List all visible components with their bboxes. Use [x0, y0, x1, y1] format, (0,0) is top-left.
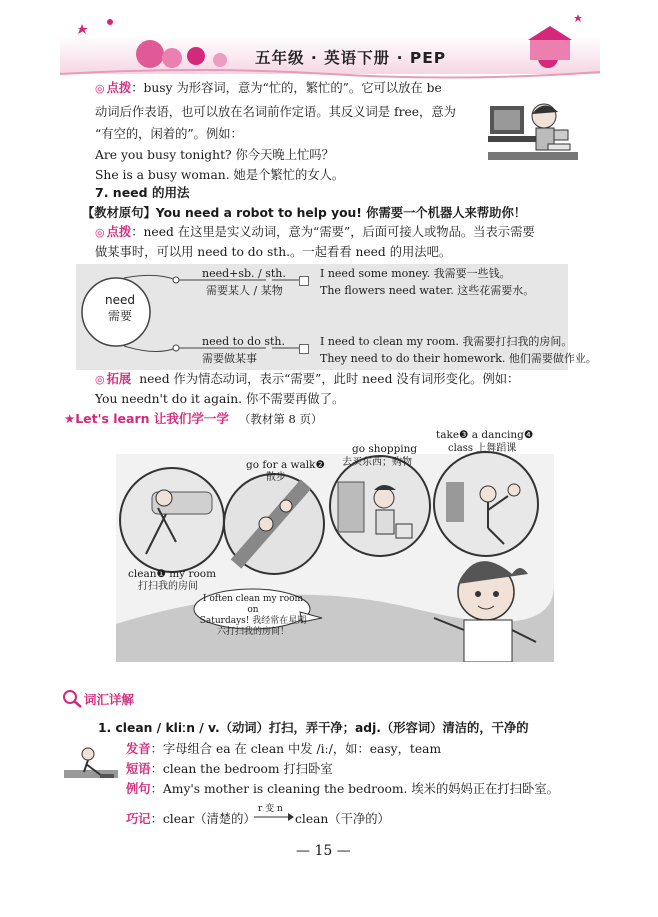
- scene-label-dance-en: take❸ a dancing❹: [436, 429, 534, 441]
- memory-label: 巧记: [126, 812, 151, 826]
- branch2-example-1: I need to clean my room. 我需要打扫我的房间。: [320, 335, 573, 348]
- pron-line: [126, 740, 441, 758]
- scene-label-clean-zh: 打扫我的房间: [138, 581, 198, 592]
- memory-text1: ：clear（清楚的）: [150, 812, 256, 826]
- branch1-example-2: The flowers need water. 这些花需要水。: [320, 284, 535, 297]
- phrase-text: ：clean the bedroom 打扫卧室: [150, 762, 333, 776]
- extend-line1: [95, 370, 519, 389]
- bubble-line1: I often clean my room on: [202, 594, 304, 615]
- tip-bullet-icon: ◎: [95, 226, 105, 239]
- branch2-box-icon: [299, 344, 309, 354]
- busy-girl-illustration: [486, 92, 582, 172]
- busy-tip-line3: “有空的，闲着的”。例如：: [95, 127, 243, 141]
- branch2-en: need to do sth.: [202, 335, 285, 348]
- page-number: — 15 —: [296, 843, 351, 859]
- pron-label: 发音: [126, 742, 151, 756]
- tip-bullet-icon: ◎: [95, 82, 105, 95]
- lets-learn-scene: [116, 424, 554, 662]
- vocab-heading: [84, 691, 134, 709]
- bubble-line3: 六打扫我的房间！: [216, 627, 289, 637]
- phrase-label: 短语: [126, 762, 151, 776]
- scene-label-walk-en: go for a walk❷: [246, 459, 325, 471]
- busy-example-2: She is a busy woman. 她是个繁忙的女人。: [95, 168, 345, 182]
- pron-text: ：字母组合 ea 在 clean 中发 /iː/，如：easy，team: [150, 742, 442, 756]
- example-text: ：Amy's mother is cleaning the bedroom. 埃米的妈妈正在打扫卧室。: [150, 782, 559, 796]
- phrase-line: [126, 760, 333, 778]
- tip-label: 点拨: [106, 225, 132, 239]
- extend-label: 拓展: [106, 372, 132, 386]
- need-tip-line2: 做某事时，可以用 need to do sth.。一起看看 need 的用法吧。: [95, 245, 452, 259]
- magnifier-icon: [62, 689, 84, 709]
- vocab-entry-clean: 1. clean / kliːn / v.（动词）打扫，弄干净；adj.（形容词）清洁的，干净的: [98, 721, 529, 735]
- branch2-example-2: They need to do their homework. 他们需要做作业。: [320, 352, 597, 365]
- busy-example-1: Are you busy tonight? 你今天晚上忙吗？: [95, 148, 334, 162]
- memory-arrow-label: r 变 n: [258, 804, 283, 814]
- cleaning-illustration: [62, 742, 120, 782]
- right-arrow-icon: [254, 812, 294, 822]
- scene-label-clean-en: clean❶ my room: [128, 568, 217, 580]
- branch1-example-1: I need some money. 我需要一些钱。: [320, 267, 511, 280]
- bubble-line2: Saturdays! 我经常在星期: [199, 616, 307, 626]
- page-header-title: 五年级 · 英语下册 · PEP: [255, 49, 447, 67]
- speech-bubble-text: [197, 594, 309, 638]
- center-en: need: [105, 293, 135, 307]
- branch2-zh: 需要做某事: [202, 352, 257, 365]
- need-source-line: [82, 204, 526, 222]
- tip-text: ：busy 为形容词，意为“忙的，繁忙的”。它可以放在 be: [131, 81, 442, 95]
- tip-bullet-icon: ◎: [95, 373, 105, 386]
- need-heading-text: 7. need 的用法: [95, 185, 190, 200]
- lets-learn-ref: （教材第 8 页）: [238, 412, 323, 426]
- scene-label-shop-en: go shopping: [352, 443, 418, 455]
- busy-tip-line1: [95, 79, 442, 98]
- example-line: [126, 780, 559, 798]
- vocab-heading-text: 词汇详解: [84, 692, 135, 707]
- center-zh: 需要: [107, 309, 132, 323]
- extend-line2: You needn't do it again. 你不需要再做了。: [95, 392, 345, 406]
- source-label: 【教材原句】: [82, 206, 156, 220]
- branch1-en: need+sb. / sth.: [202, 267, 286, 280]
- tip-label: 点拨: [106, 81, 132, 95]
- header-banner: [0, 0, 658, 80]
- scene-label-shop-zh: 去买东西；购物: [342, 457, 412, 468]
- need-tip-line1: [95, 223, 535, 242]
- memory-line: [126, 810, 256, 828]
- scene-label-dance-en2: class 上舞蹈课: [448, 443, 517, 454]
- extend-text: need 作为情态动词，表示“需要”，此时 need 没有词形变化。例如：: [139, 372, 520, 386]
- branch1-box-icon: [299, 276, 309, 286]
- tip-text: ：need 在这里是实义动词，意为“需要”，后面可接人或物品。当表示需要: [131, 225, 535, 239]
- memory-text2: clean（干净的）: [295, 812, 390, 826]
- scene-label-walk-zh: 散步: [266, 472, 286, 483]
- source-text: You need a robot to help you! 你需要一个机器人来帮助你！: [155, 206, 527, 220]
- busy-tip-line2: 动词后作表语，也可以放在名词前作定语。其反义词是 free，意为: [95, 105, 456, 119]
- need-heading: [95, 184, 189, 202]
- need-center-node: [100, 292, 140, 324]
- branch1-zh: 需要某人 / 某物: [206, 284, 283, 297]
- example-label: 例句: [126, 782, 151, 796]
- lets-learn-title: ★Let's learn 让我们学一学: [64, 411, 229, 426]
